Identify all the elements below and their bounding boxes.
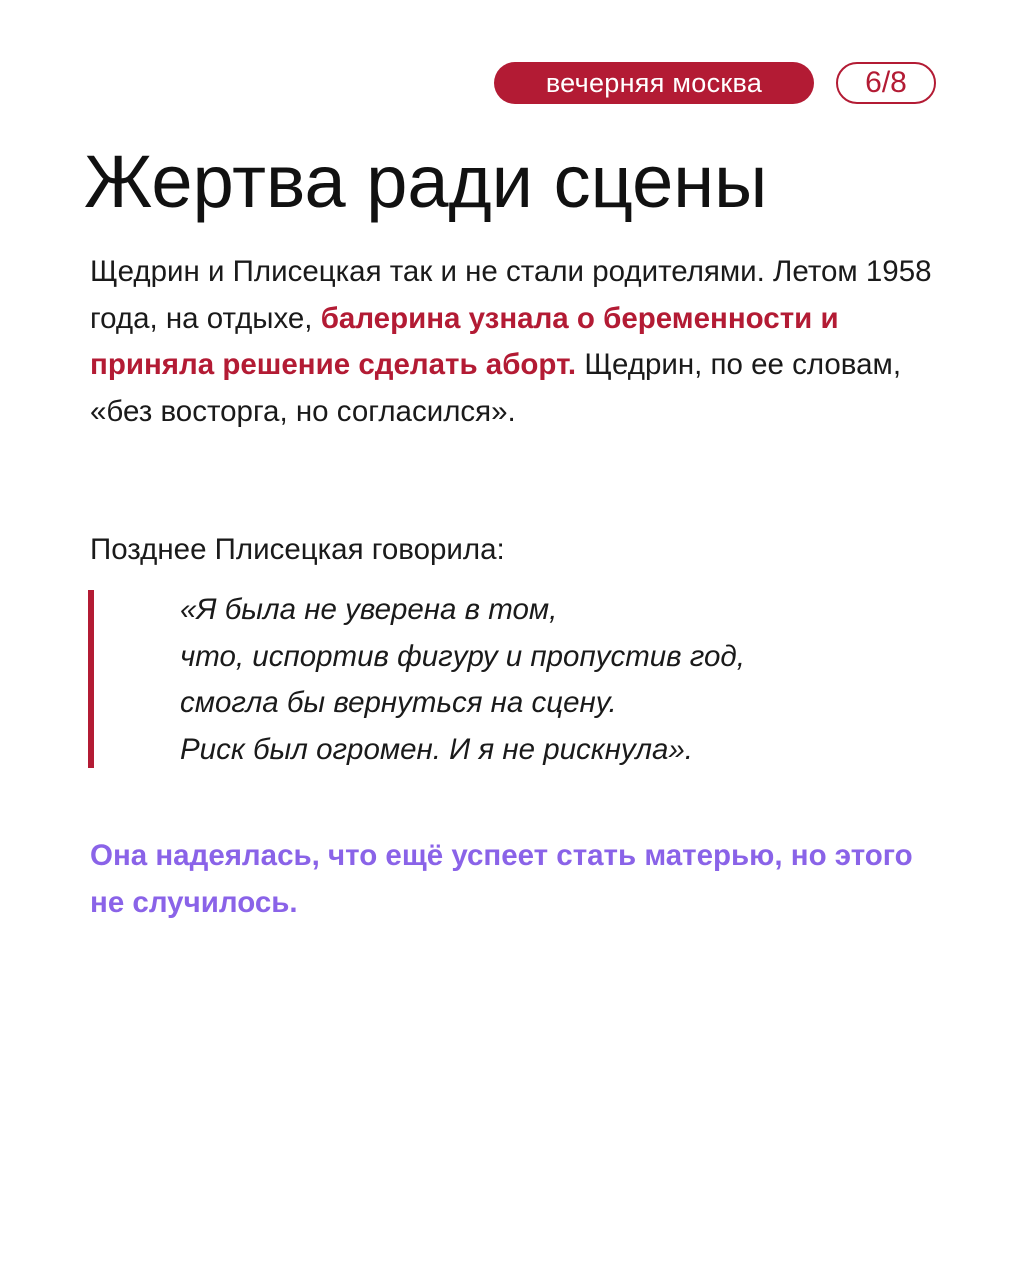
paragraph-text-end: Щедрин, по ее словам, «без восторга, но согласился». <box>90 348 902 428</box>
quote-bar <box>88 590 94 768</box>
brand-badge: вечерняя москва <box>494 62 814 104</box>
quote-line-4: Риск был огромен. И я не рискнула». <box>180 732 693 766</box>
quote-line-3: смогла бы вернуться на сцену. <box>180 686 617 719</box>
quote-intro: Позднее Плисецкая говорила: <box>90 533 505 566</box>
paragraph-main <box>90 249 940 435</box>
quote-line-1: «Я была не уверена в том, <box>180 593 558 626</box>
paragraph-highlight: балерина узнала о беременности и приняла решение сделать аборт. <box>90 301 839 381</box>
conclusion-text: Она надеялась, что ещё успеет стать матерью, но этого не случилось. <box>90 839 913 919</box>
paragraph-text-start: Щедрин и Плисецкая так и не стали родителями. Летом 1958 года, на отдыхе, <box>90 255 932 335</box>
page-counter: 6/8 <box>836 62 936 104</box>
quote-line-2: что, испортив фигуру и пропустив год, <box>180 639 745 673</box>
page-title: Жертва ради сцены <box>84 140 768 223</box>
quote-block <box>180 587 940 773</box>
